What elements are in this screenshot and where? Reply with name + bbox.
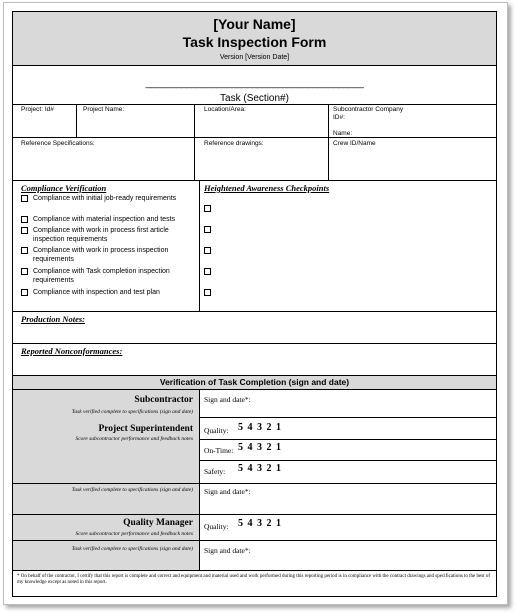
sign-date-label[interactable]: Sign and date*: xyxy=(204,546,251,555)
task-verified-note: Task verified complete to specifications (sign and date) xyxy=(71,546,193,552)
crew-field[interactable]: Crew ID/Name xyxy=(333,140,376,147)
form-page xyxy=(3,2,508,605)
task-verified-note: Task verified complete to specifications (sign and date) xyxy=(71,409,193,415)
compliance-heading: Compliance Verification xyxy=(21,183,107,193)
subcontractor-label: Subcontractor xyxy=(134,395,193,405)
checkbox[interactable] xyxy=(21,216,28,223)
checkbox[interactable] xyxy=(21,247,28,254)
task-inspection-form xyxy=(12,11,497,597)
project-id-field[interactable]: Project: Id# xyxy=(21,106,54,113)
quality-rating[interactable]: 5 4 3 2 1 xyxy=(238,422,282,433)
compliance-item[interactable]: Compliance with initial job-ready requirements xyxy=(21,194,193,203)
certification-footnote: * On behalf of the contractor, I certify that this report is complete and correct and equipment and material used and work performed during this reporting period is in compliance with the contract drawings and specifications to the best of my knowledge except as noted in this report. xyxy=(17,574,490,585)
score-note: Score subcontractor performance and feedback notes xyxy=(75,436,193,442)
sign-date-label[interactable]: Sign and date*: xyxy=(204,487,251,496)
form-header xyxy=(13,12,496,65)
quality-label: Quality: xyxy=(204,426,229,435)
score-note: Score subcontractor performance and feedback notes xyxy=(75,531,193,537)
quality-manager-label: Quality Manager xyxy=(123,518,193,528)
reference-drawings-field[interactable]: Reference drawings: xyxy=(204,140,264,147)
task-verified-note: Task verified complete to specifications (sign and date) xyxy=(71,487,193,493)
sign-date-label[interactable]: Sign and date*: xyxy=(204,395,251,404)
safety-rating[interactable]: 5 4 3 2 1 xyxy=(238,463,282,474)
qm-quality-rating[interactable]: 5 4 3 2 1 xyxy=(238,518,282,529)
reference-specs-field[interactable]: Reference Specifications: xyxy=(21,140,95,147)
checkbox[interactable] xyxy=(21,227,28,234)
subcontractor-id-field[interactable]: Subcontractor Company ID#: xyxy=(333,106,404,121)
project-name-field[interactable]: Project Name: xyxy=(83,106,125,113)
checkbox[interactable] xyxy=(21,195,28,202)
quality-label: Quality: xyxy=(204,522,229,531)
ontime-label: On-Time: xyxy=(204,446,234,455)
compliance-item[interactable]: Compliance with inspection and test plan xyxy=(21,288,193,297)
checkbox[interactable] xyxy=(21,268,28,275)
name-field[interactable]: Name: xyxy=(333,130,353,137)
your-name: [Your Name] xyxy=(213,16,296,32)
awareness-checkbox[interactable] xyxy=(204,289,211,296)
compliance-item[interactable]: Compliance with work in process inspection requirements xyxy=(21,246,193,264)
task-label: Task (Section#) xyxy=(220,93,289,104)
compliance-item[interactable]: Compliance with Task completion inspection requirements xyxy=(21,267,193,285)
awareness-checkbox[interactable] xyxy=(204,268,211,275)
compliance-item[interactable]: Compliance with work in process first article inspection requirements xyxy=(21,226,193,244)
nonconformances-label[interactable]: Reported Nonconformances: xyxy=(21,346,123,356)
task-underline[interactable]: ___________________________________________ xyxy=(145,78,364,89)
compliance-item[interactable]: Compliance with material inspection and tests xyxy=(21,215,193,224)
checkbox[interactable] xyxy=(21,289,28,296)
form-title: Task Inspection Form xyxy=(182,34,327,50)
production-notes-label[interactable]: Production Notes: xyxy=(21,314,85,324)
awareness-heading: Heightened Awareness Checkpoints xyxy=(204,183,330,193)
awareness-checkbox[interactable] xyxy=(204,247,211,254)
location-field[interactable]: Location/Area: xyxy=(204,106,246,113)
superintendent-label: Project Superintendent xyxy=(98,424,193,434)
safety-label: Safety: xyxy=(204,467,226,476)
version-line: Version [Version Date] xyxy=(219,54,290,61)
verification-heading: Verification of Task Completion (sign and date) xyxy=(13,376,496,389)
awareness-checkbox[interactable] xyxy=(204,205,211,212)
awareness-checkbox[interactable] xyxy=(204,226,211,233)
ontime-rating[interactable]: 5 4 3 2 1 xyxy=(238,442,282,453)
